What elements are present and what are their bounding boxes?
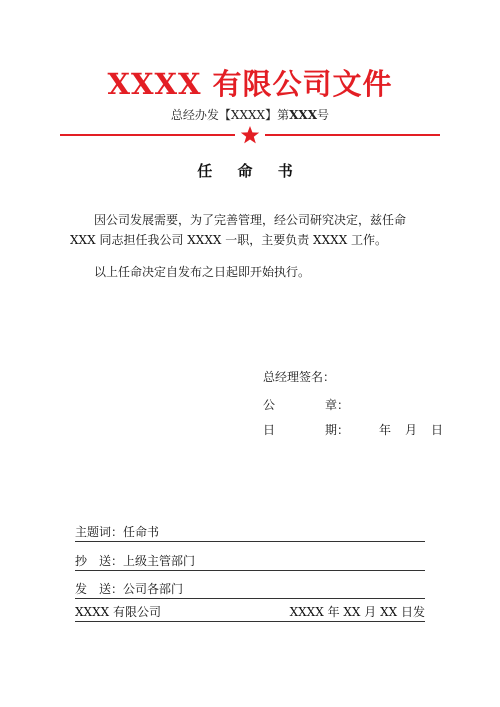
doc-number-prefix: 总经办发【XXXX】第 xyxy=(170,108,290,122)
red-star-icon xyxy=(240,125,260,145)
date-label-part1: 日 xyxy=(263,423,276,437)
footer-subject-row xyxy=(75,523,425,542)
doc-number-value: XXX xyxy=(289,108,318,122)
footer-cc-row xyxy=(75,552,425,571)
document-number xyxy=(0,106,500,123)
appointment-title: 任 命 书 xyxy=(197,162,303,180)
month-label: 月 xyxy=(405,423,418,437)
cc-label: 抄 送： xyxy=(75,554,124,568)
subject-value: 任命书 xyxy=(123,525,160,539)
day-label: 日 xyxy=(431,423,444,437)
date-label-part2: 期： xyxy=(325,423,350,437)
send-value: 公司各部门 xyxy=(123,582,184,596)
seal-label-part2: 章： xyxy=(325,398,350,412)
issuer-name: XXXX 有限公司 xyxy=(75,605,161,619)
seal-label-part1: 公 xyxy=(263,398,276,412)
body-paragraph-2: 以上任命决定自发布之日起即开始执行。 xyxy=(94,265,311,279)
doc-number-suffix: 号 xyxy=(317,108,330,122)
issue-date: XXXX 年 XX 月 XX 日发 xyxy=(289,605,425,619)
manager-signature-label: 总经理签名： xyxy=(263,370,336,384)
company-document-title: XXXX 有限公司文件 xyxy=(107,67,393,101)
send-label: 发 送： xyxy=(75,582,124,596)
seal-line xyxy=(263,396,349,413)
red-divider-right xyxy=(265,134,440,136)
red-divider-left xyxy=(60,134,235,136)
subject-label: 主题词： xyxy=(75,525,124,539)
manager-signature-line xyxy=(263,368,335,385)
footer-send-row xyxy=(75,580,425,599)
year-label: 年 xyxy=(379,423,392,437)
cc-value: 上级主管部门 xyxy=(123,554,196,568)
footer-issuer-row xyxy=(75,603,425,622)
body-paragraph-1: 因公司发展需要，为了完善管理，经公司研究决定，兹任命 XXX 同志担任我公司 XXXX 一职，主要负责 XXXX 工作。 xyxy=(70,213,407,247)
date-line xyxy=(263,421,443,438)
